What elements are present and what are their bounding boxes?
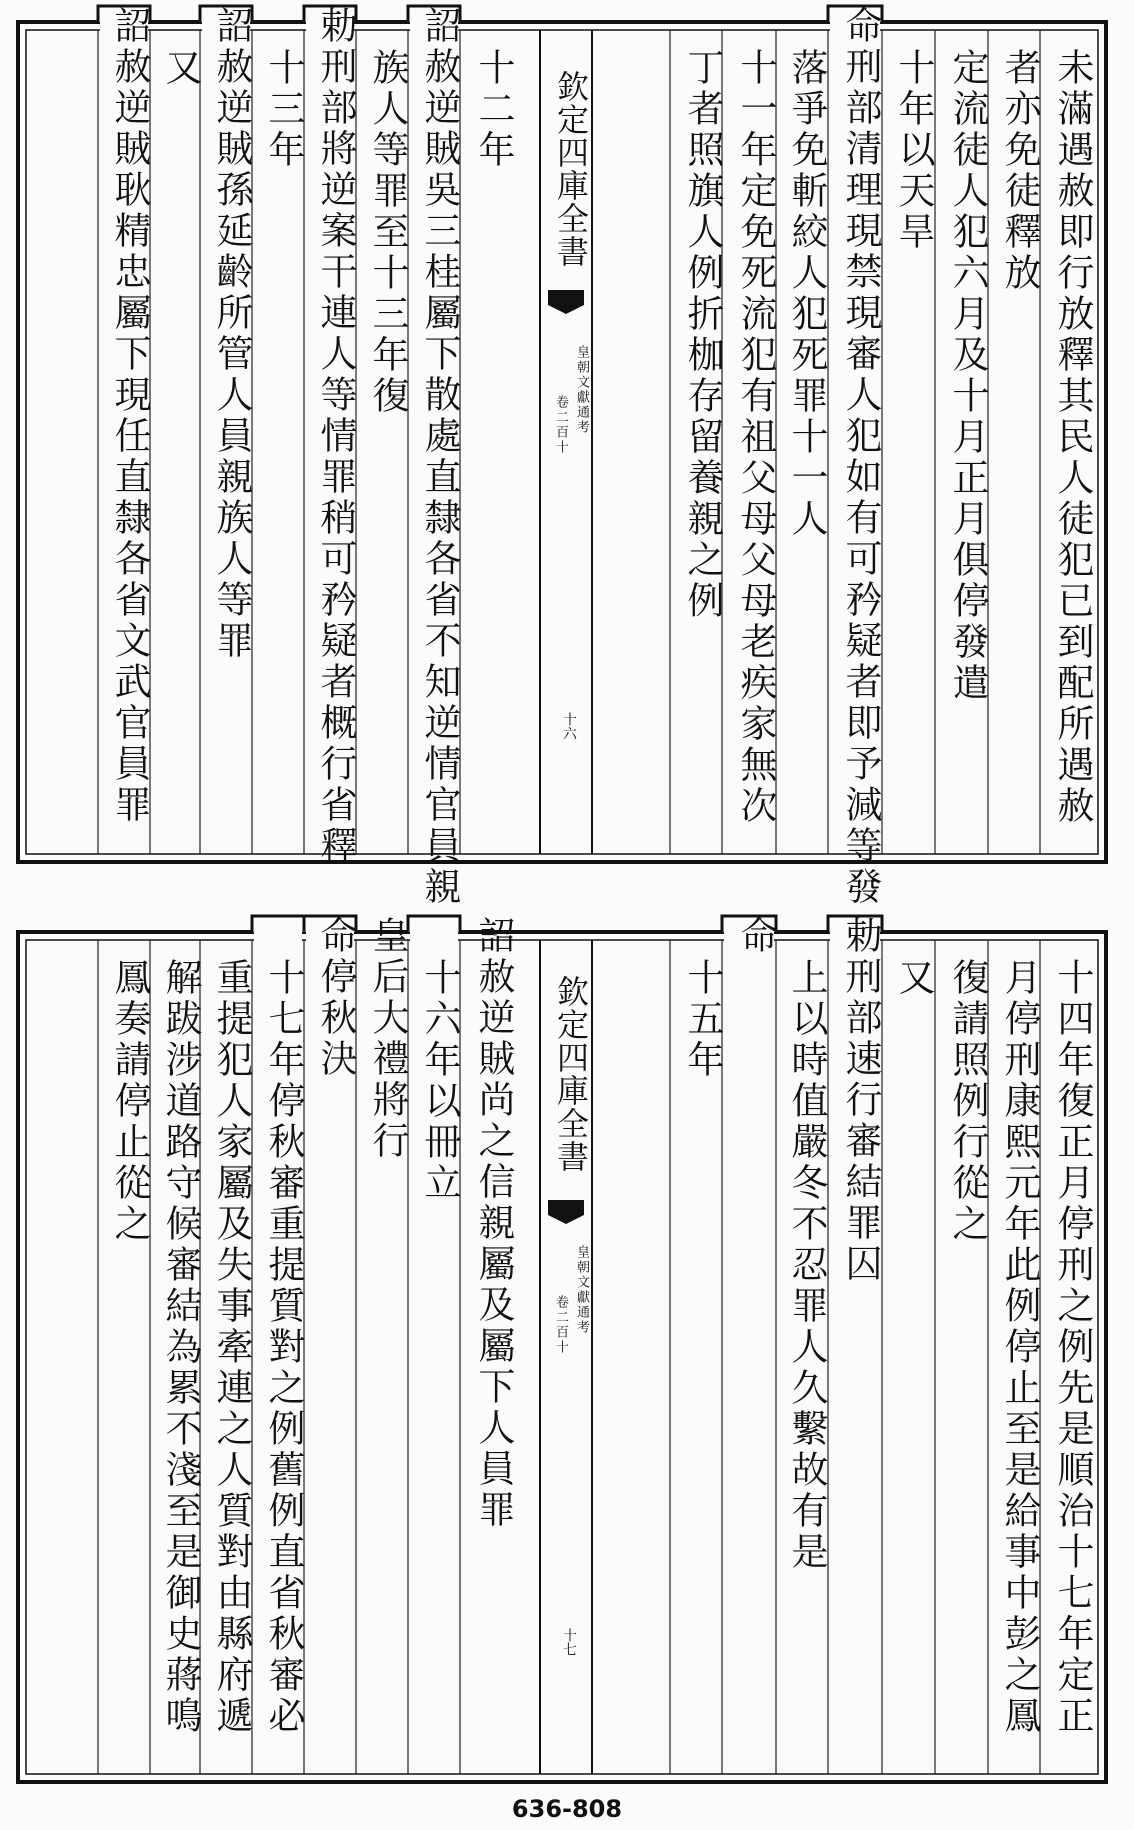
gutter-title: 欽定四庫全書	[552, 70, 590, 268]
gutter-volume: 卷二百十	[553, 1295, 568, 1355]
text-column: 命停秋決	[314, 916, 357, 1080]
text-column: 勅刑部將逆案干連人等情罪稍可矜疑者概行省釋	[314, 6, 357, 867]
text-column: 詔赦逆賊孫延齡所管人員親族人等罪	[210, 6, 253, 662]
fishtail-mark	[548, 290, 584, 314]
tab-gap	[254, 930, 302, 942]
text-column: 勅刑部速行審結罪囚	[839, 916, 882, 1285]
fishtail-mark	[548, 1200, 584, 1224]
gutter-source: 皇朝文獻通考	[574, 1245, 589, 1335]
text-column: 命刑部清理現禁現審人犯如有可矜疑者即予減等發	[839, 6, 882, 908]
text-column: 詔赦逆賊耿精忠屬下現任直隸各省文武官員罪	[108, 6, 151, 826]
text-column: 上以時值嚴冬不忍罪人久繫故有是	[785, 958, 828, 1573]
gutter-title: 欽定四庫全書	[552, 975, 590, 1173]
text-column: 族人等罪至十三年復	[366, 48, 409, 417]
text-column: 皇后大禮將行	[366, 916, 409, 1162]
text-column: 命	[734, 916, 777, 957]
text-column: 十二年	[472, 48, 515, 171]
text-column: 十年以天旱	[892, 48, 935, 253]
text-column: 月停刑康熙元年此例停止至是給事中彭之鳳	[998, 958, 1041, 1737]
text-column: 十七年停秋審重提質對之例舊例直省秋審必	[262, 958, 305, 1737]
raised-column-tab	[252, 916, 304, 932]
text-column: 丁者照旗人例折枷存留養親之例	[681, 48, 724, 622]
text-column: 鳳奏請停止從之	[108, 958, 151, 1245]
text-column: 十四年復正月停刑之例先是順治十七年定正	[1051, 958, 1094, 1737]
text-column: 十一年定免死流犯有祖父母父母老疾家無次	[734, 48, 777, 827]
text-column: 十三年	[262, 48, 305, 171]
tab-gap	[410, 930, 458, 942]
gutter-leaf-number: 十七	[561, 1628, 577, 1656]
text-column: 未滿遇赦即行放釋其民人徒犯已到配所遇赦	[1051, 48, 1094, 827]
text-column: 者亦免徒釋放	[998, 48, 1041, 294]
text-column: 落爭免斬絞人犯死罪十一人	[785, 48, 828, 540]
gutter-volume: 卷二百十	[553, 395, 568, 455]
gutter-source: 皇朝文獻通考	[574, 345, 589, 435]
raised-column-tab	[408, 916, 460, 932]
text-column: 定流徒人犯六月及十月正月俱停發遣	[946, 48, 989, 704]
bottom-page	[0, 910, 1134, 1790]
text-column: 詔赦逆賊吳三桂屬下散處直隸各省不知逆情官員親	[418, 6, 461, 908]
text-column: 解跋涉道路守候審結為累不淺至是御史蔣鳴	[159, 958, 202, 1737]
text-column: 十六年以冊立	[418, 958, 461, 1204]
text-column: 復請照例行從之	[946, 958, 989, 1245]
text-column: 詔赦逆賊尚之信親屬及屬下人員罪	[472, 916, 515, 1531]
text-column: 重提犯人家屬及失事牽連之人質對由縣府遞	[210, 958, 253, 1737]
top-page	[0, 0, 1134, 908]
text-column: 十五年	[681, 958, 724, 1081]
gutter-leaf-number: 十六	[561, 712, 577, 740]
text-column: 又	[159, 48, 202, 89]
text-column: 又	[892, 958, 935, 999]
page-number: 636-808	[511, 1795, 623, 1823]
